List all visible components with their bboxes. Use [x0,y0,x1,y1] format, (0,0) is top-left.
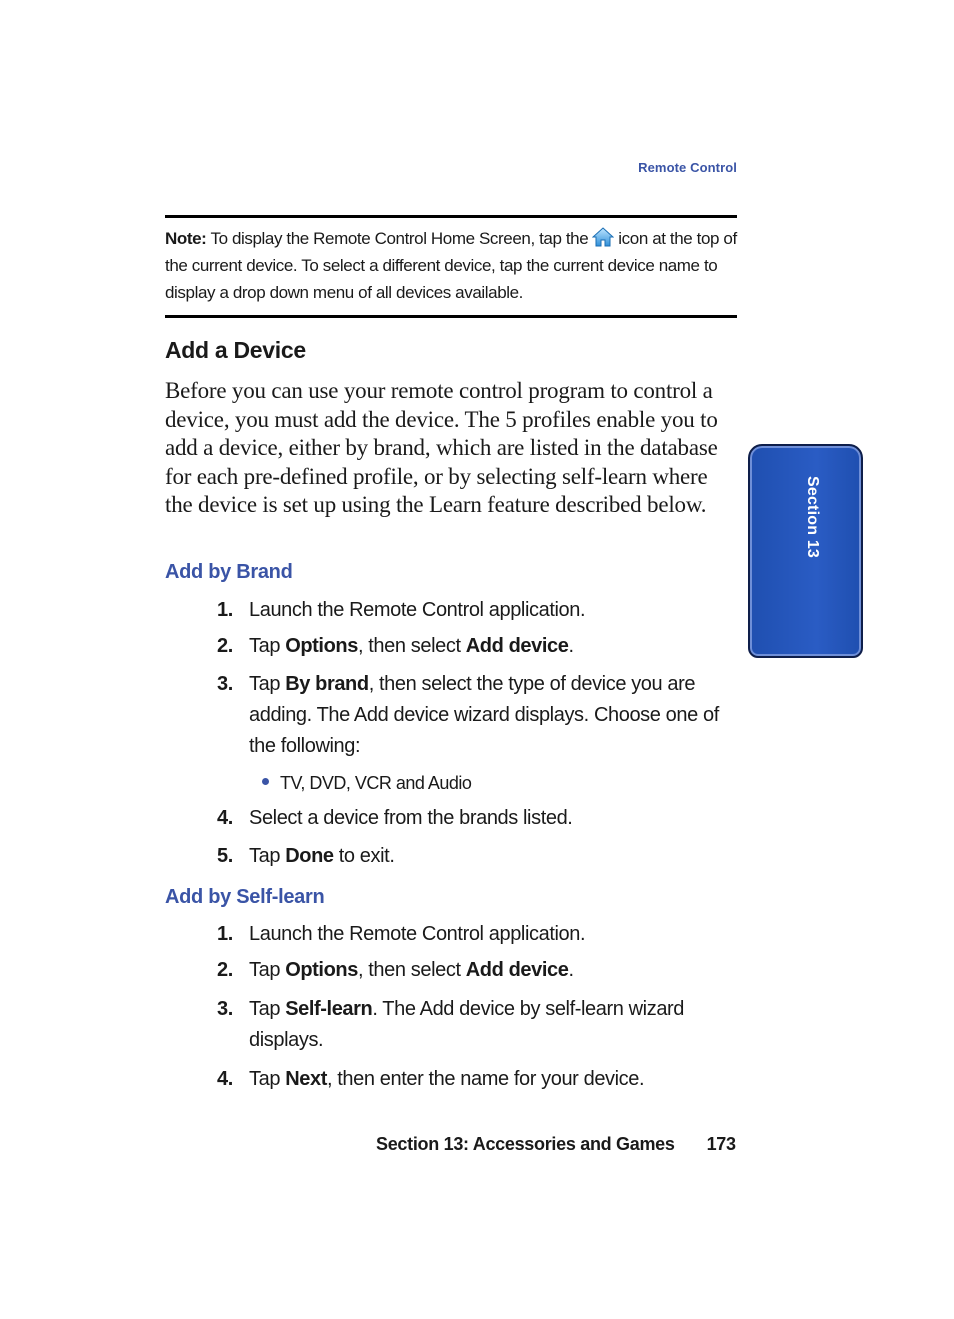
brand-step-4: 4. Select a device from the brands listed. [217,807,573,829]
running-header: Remote Control [638,160,737,175]
brand-step-1: 1. Launch the Remote Control application. [217,599,586,621]
brand-step-3: 3. Tap By brand, then select the type of device you are adding. The Add device wizard displays. Choose one of the following: [217,673,719,757]
page-footer [376,1134,736,1155]
section-heading: Add a Device [165,337,306,363]
brand-step-2: 2. Tap Options, then select Add device. [217,635,574,657]
note-text-after: icon at the top of the current device. To select a different device, tap the current device name to display a drop down menu of all devices available. [165,229,737,302]
side-tab-label: Section 13 [804,475,821,559]
footer-section: Section 13: Accessories and Games [376,1134,675,1154]
subheading-add-by-brand: Add by Brand [165,561,293,583]
brand-step-5: 5. Tap Done to exit. [217,845,395,867]
home-icon [592,227,614,247]
note-box [165,215,737,318]
section-side-tab [748,444,863,658]
subheading-add-by-self-learn: Add by Self-learn [165,886,325,908]
note-text-before: To display the Remote Control Home Screen, tap the [206,229,589,248]
bullet-dot [262,778,269,785]
note-text [165,225,737,306]
selflearn-step-4: 4. Tap Next, then enter the name for your device. [217,1068,645,1090]
intro-paragraph: Before you can use your remote control program to control a device, you must add the device. The 5 profiles enable you to add a device, either by brand, which are listed in the database for each pre-defined profile, or by selecting self-learn where the device is set up using the Learn feature described below. [165,378,718,518]
selflearn-step-1: 1. Launch the Remote Control application. [217,923,586,945]
page-number: 173 [706,1134,736,1154]
selflearn-step-2: 2. Tap Options, then select Add device. [217,959,574,981]
brand-bullet-item: TV, DVD, VCR and Audio [262,769,471,797]
selflearn-step-3: 3. Tap Self-learn. The Add device by self-learn wizard displays. [217,998,685,1051]
note-label: Note: [165,229,207,248]
